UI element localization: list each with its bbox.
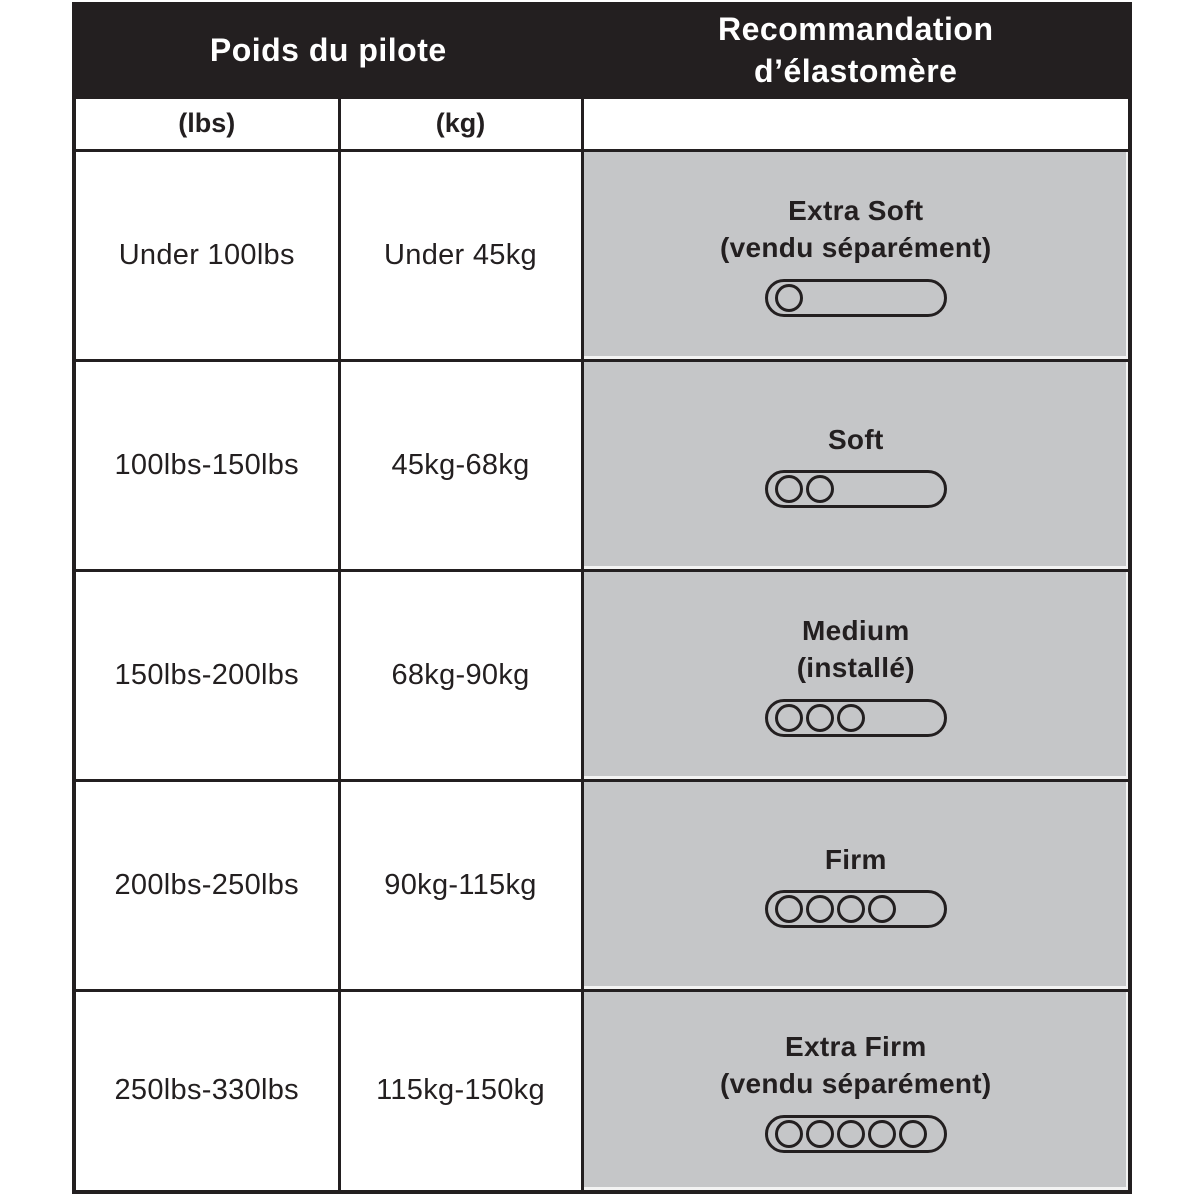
elastomer-dot: [899, 1120, 927, 1148]
elastomer-dot: [868, 1120, 896, 1148]
weight-lbs-cell: 100lbs-150lbs: [74, 360, 339, 570]
subheader-lbs: (lbs): [74, 97, 339, 150]
elastomer-dot: [806, 704, 834, 732]
recommendation-cell: [582, 990, 1130, 1192]
elastomer-name: Soft: [827, 423, 884, 455]
table-header-row: [74, 4, 1130, 97]
subheader-kg: (kg): [339, 97, 582, 150]
weight-lbs-cell: 200lbs-250lbs: [74, 780, 339, 990]
weight-kg-cell: 68kg-90kg: [339, 570, 582, 780]
recommendation-cell: [582, 150, 1130, 360]
recommendation-cell: [582, 780, 1130, 990]
table-row: [74, 150, 1130, 360]
elastomer-dot: [837, 895, 865, 923]
header-recommendation-line1: Recommandation: [718, 11, 994, 48]
elastomer-count-indicator: [765, 699, 947, 737]
weight-lbs-cell: Under 100lbs: [74, 150, 339, 360]
table-subheader-row: [74, 97, 1130, 150]
weight-kg-cell: Under 45kg: [339, 150, 582, 360]
elastomer-dot: [806, 1120, 834, 1148]
elastomer-count-indicator: [765, 279, 947, 317]
elastomer-dot: [775, 895, 803, 923]
elastomer-count-indicator: [765, 1115, 947, 1153]
weight-kg-cell: 90kg-115kg: [339, 780, 582, 990]
recommendation-content: [584, 842, 1129, 929]
elastomer-dot: [837, 704, 865, 732]
weight-kg-cell: 45kg-68kg: [339, 360, 582, 570]
table-row: [74, 780, 1130, 990]
elastomer-dot: [775, 704, 803, 732]
table-row: [74, 360, 1130, 570]
recommendation-content: [584, 422, 1129, 509]
weight-lbs-cell: 250lbs-330lbs: [74, 990, 339, 1192]
elastomer-name: Medium: [801, 615, 910, 647]
elastomer-note: (vendu séparément): [720, 1067, 992, 1099]
elastomer-recommendation-table: [72, 2, 1132, 1194]
table-row: [74, 990, 1130, 1192]
elastomer-dot: [806, 895, 834, 923]
header-rider-weight-label: Poids du pilote: [209, 31, 447, 68]
recommendation-content: [584, 613, 1129, 737]
elastomer-count-indicator: [765, 890, 947, 928]
table-row: [74, 570, 1130, 780]
weight-lbs-cell: 150lbs-200lbs: [74, 570, 339, 780]
header-recommendation: [582, 4, 1130, 97]
recommendation-cell: [582, 360, 1130, 570]
elastomer-note: (vendu séparément): [720, 232, 992, 263]
header-recommendation-line2: d’élastomère: [754, 52, 958, 89]
elastomer-dot: [775, 284, 803, 312]
recommendation-content: [584, 1029, 1129, 1153]
elastomer-name: Extra Firm: [785, 1030, 927, 1062]
elastomer-dot: [806, 475, 834, 503]
elastomer-dot: [837, 1120, 865, 1148]
elastomer-dot: [775, 1120, 803, 1148]
weight-kg-cell: 115kg-150kg: [339, 990, 582, 1192]
elastomer-count-indicator: [765, 470, 947, 508]
elastomer-note: (installé): [796, 652, 915, 683]
recommendation-cell: [582, 570, 1130, 780]
elastomer-name: Firm: [824, 843, 887, 875]
elastomer-dot: [868, 895, 896, 923]
elastomer-name: Extra Soft: [788, 195, 924, 227]
elastomer-dot: [775, 475, 803, 503]
subheader-recommendation-empty: [582, 97, 1130, 150]
recommendation-content: [584, 193, 1129, 317]
header-rider-weight: [74, 4, 582, 97]
